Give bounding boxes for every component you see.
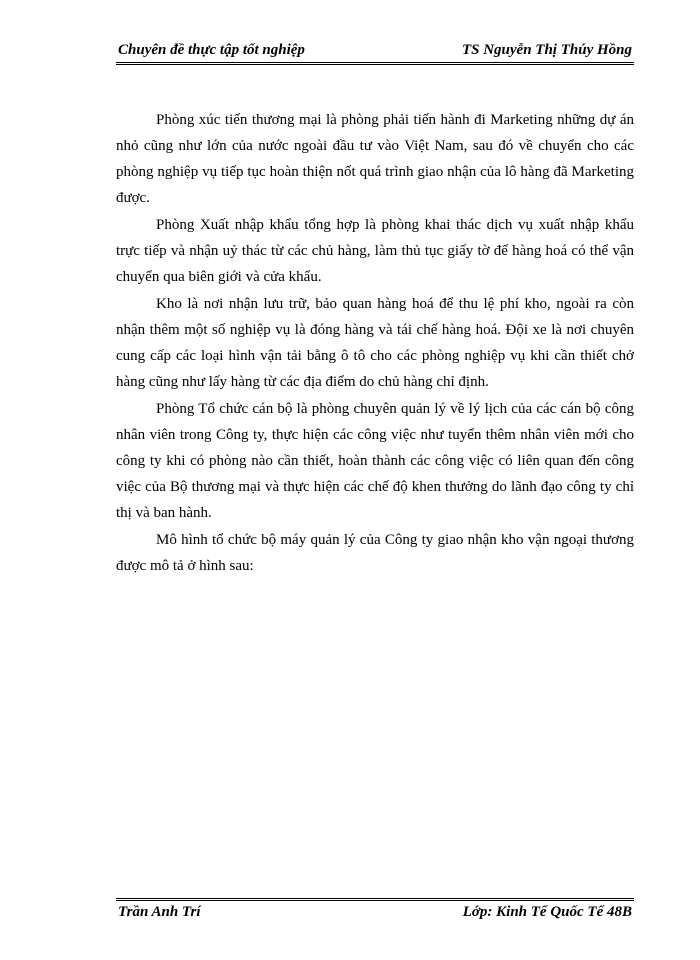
- page-header: [116, 40, 634, 65]
- paragraph-personnel: Phòng Tổ chức cán bộ là phòng chuyên quản lý về lý lịch của các cán bộ công nhân viên trong Công ty, thực hiện các công việc như tuyển thêm nhân viên mới cho công ty khi có phòng nào cần thiết, hoàn thành các công việc có liên quan đến công việc của Bộ thương mại và thực hiện các chế độ khen thưởng do lãnh đạo công ty chỉ thị và ban hành.: [116, 401, 634, 521]
- paragraph-warehouse: Kho là nơi nhận lưu trữ, bảo quan hàng hoá để thu lệ phí kho, ngoài ra còn nhận thêm một số nghiệp vụ là đóng hàng và tái chế hàng hoá. Đội xe là nơi chuyên cung cấp các loại hình vận tải bằng ô tô cho các phòng nghiệp vụ khi cần thiết chở hàng cũng như lấy hàng từ các địa điểm do chủ hàng chỉ định.: [116, 296, 634, 390]
- document-body: [116, 107, 634, 580]
- paragraph-trade-promotion: Phòng xúc tiến thương mại là phòng phải tiến hành đi Marketing những dự án nhỏ cũng như lớn của nước ngoài đầu tư vào Việt Nam, sau đó về chuyển cho các phòng nghiệp vụ tiếp tục hoàn thiện nốt quá trình giao nhận của lô hàng đã Marketing được.: [116, 112, 634, 206]
- page-footer: [116, 898, 634, 923]
- paragraph-organization-model: Mô hình tổ chức bộ máy quản lý của Công ty giao nhận kho vận ngoại thương được mô tả ở hình sau:: [116, 532, 634, 574]
- paragraph-import-export: Phòng Xuất nhập khẩu tổng hợp là phòng khai thác dịch vụ xuất nhập khẩu trực tiếp và nhận uỷ thác từ các chủ hàng, làm thủ tục giấy tờ để hàng hoá có thể vận chuyển qua biên giới và cửa khẩu.: [116, 217, 634, 285]
- header-document-title: Chuyên đề thực tập tốt nghiệp: [118, 42, 305, 58]
- header-supervisor-name: TS Nguyễn Thị Thúy Hồng: [461, 42, 632, 58]
- footer-author-name: Trần Anh Trí: [118, 904, 201, 920]
- footer-class-name: Lớp: Kinh Tế Quốc Tế 48B: [462, 904, 632, 920]
